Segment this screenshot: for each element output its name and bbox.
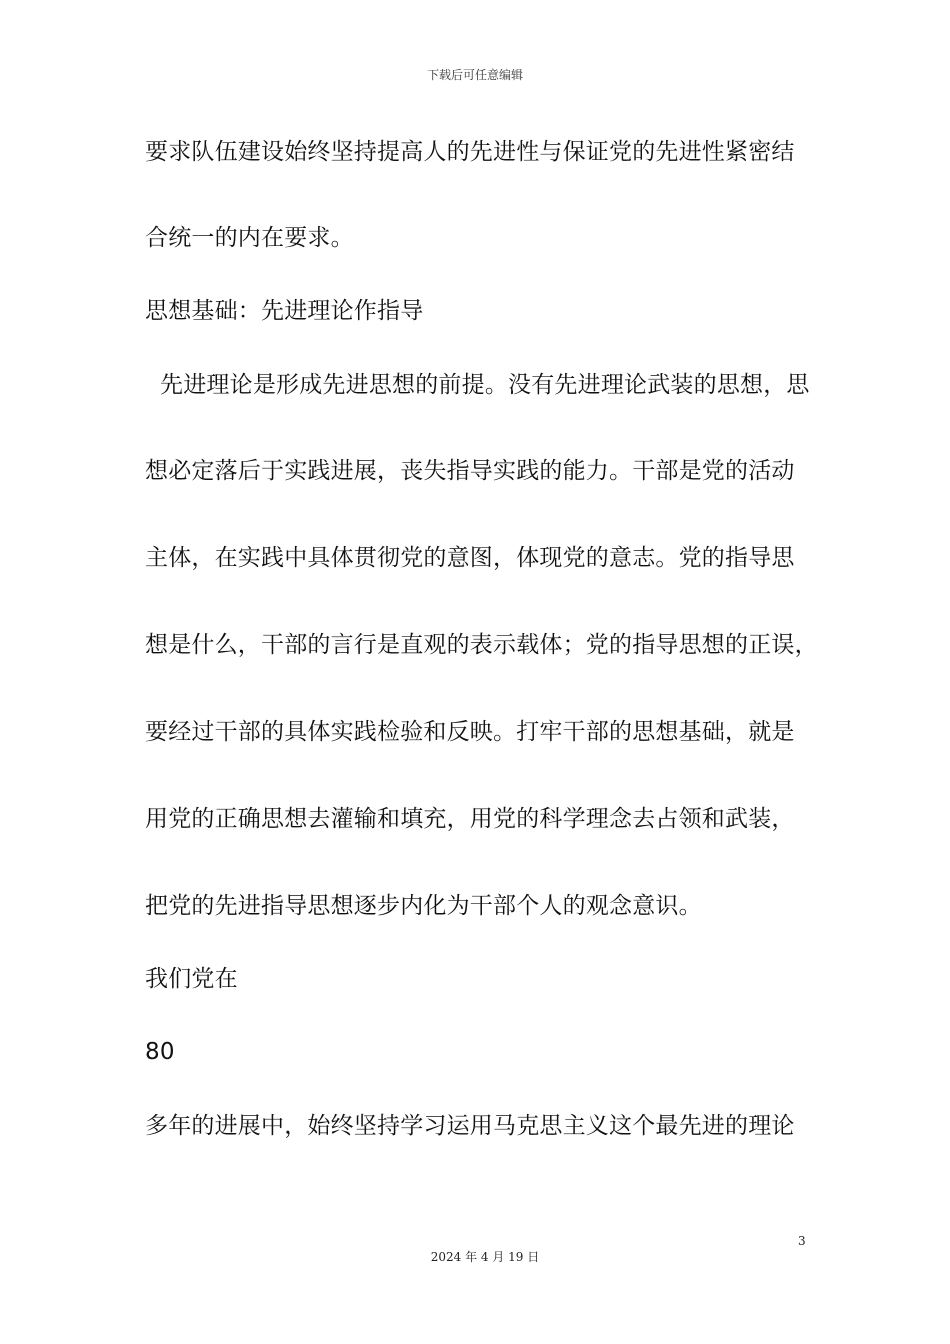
body-text-number: 80 — [145, 1039, 175, 1065]
body-text-line: 主体，在实践中具体贯彻党的意图，体现党的意志。党的指导思 — [145, 545, 795, 571]
body-text-line: 要经过干部的具体实践检验和反映。打牢干部的思想基础，就是 — [145, 719, 795, 745]
body-text-line: 想必定落后于实践进展，丧失指导实践的能力。干部是党的活动 — [145, 458, 795, 484]
body-text-line: 要求队伍建设始终坚持提高人的先进性与保证党的先进性紧密结 — [145, 139, 795, 165]
body-text-line: 想是什么，干部的言行是直观的表示载体；党的指导思想的正误， — [145, 632, 818, 658]
section-heading: 思想基础：先进理论作指导 — [145, 298, 424, 324]
page-number: 3 — [798, 1234, 806, 1248]
footer-date: 2024 年 4 月 19 日 — [430, 1250, 540, 1264]
body-text-line: 合统一的内在要求。 — [145, 225, 354, 251]
body-text-line: 我们党在 — [145, 966, 238, 992]
body-text-line: 把党的先进指导思想逐步内化为干部个人的观念意识。 — [145, 893, 702, 919]
body-text-line: 多年的进展中，始终坚持学习运用马克思主义这个最先进的理论 — [145, 1113, 795, 1139]
header-note: 下载后可任意编辑 — [426, 68, 523, 82]
body-text-line: 用党的正确思想去灌输和填充，用党的科学理念去占领和武装， — [145, 806, 795, 832]
body-text-line: 先进理论是形成先进思想的前提。没有先进理论武装的思想，思 — [145, 372, 810, 398]
